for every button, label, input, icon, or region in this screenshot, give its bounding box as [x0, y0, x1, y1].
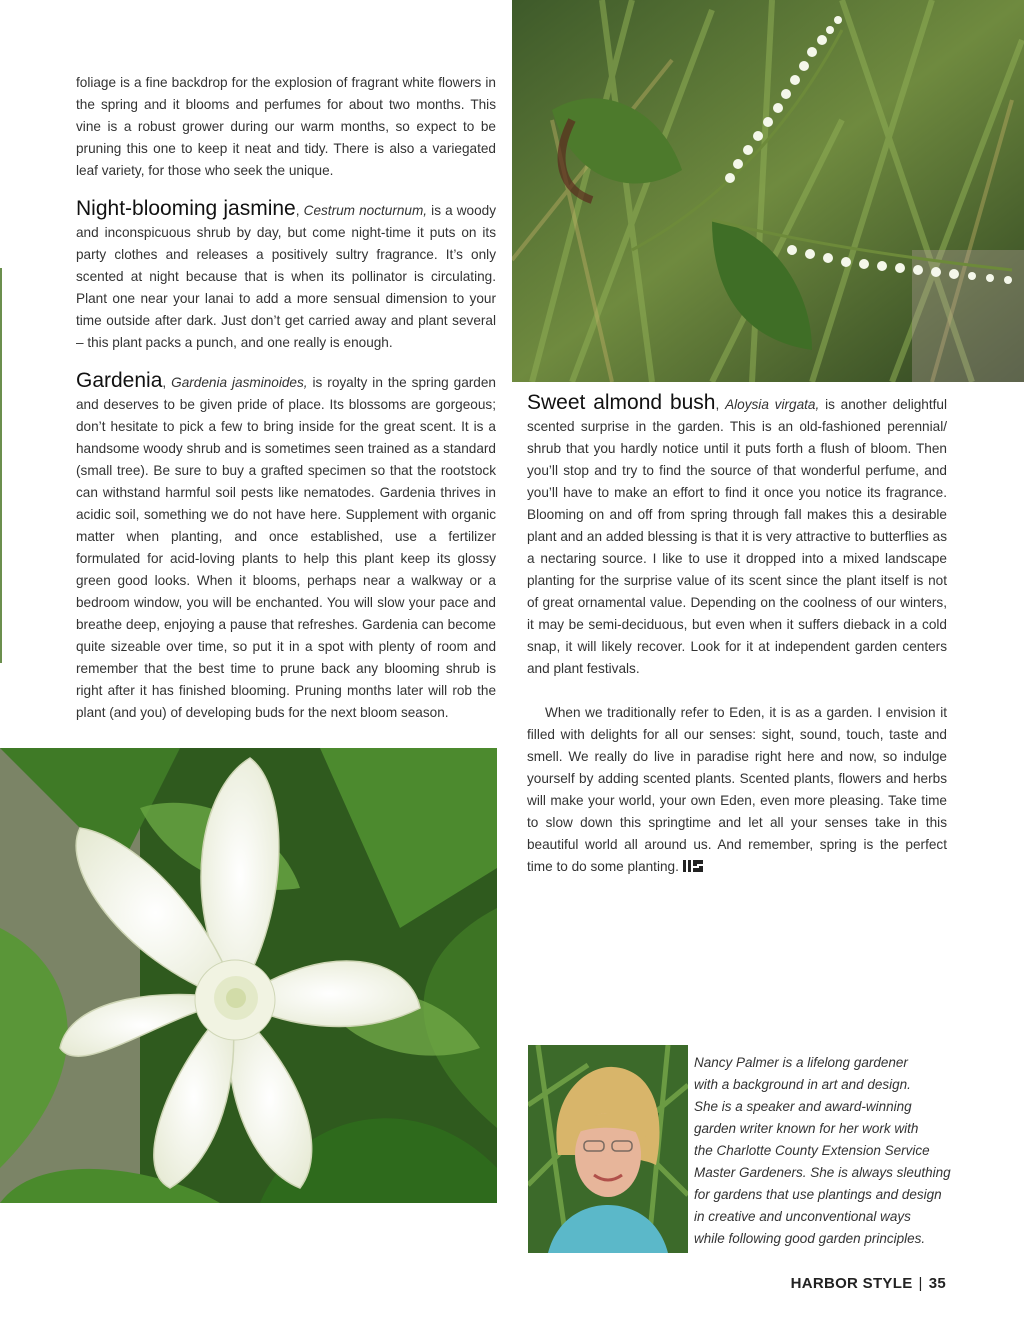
- publication-name: HARBOR STYLE: [790, 1275, 913, 1292]
- bio-line: the Charlotte County Extension Service: [694, 1143, 930, 1158]
- sweet-almond-heading: Sweet almond bush: [527, 391, 716, 414]
- sweet-almond-paragraph: Sweet almond bush, Aloysia virgata, is another delightful scented surprise in the garden. This is an old-fashioned perennial/ shrub that you hardly notice until it puts forth a flush of bloom. Then you’ll stop and try to find the source of that wonderful perfume, and you’ll have to make an effort to find it once you notice its fragrance. Blooming on and off from spring through fall makes this a desirable plant and an added blessing is that it is very attractive to butterflies as a nectaring source. I like to use it dropped into a mixed landscape planting for the surprise value of its scent since the plant itself is not of great ornamental value. Depending on the coolness of our winters, it may be semi-deciduous, but even when it suffers dieback in a cold snap, it will likely recover. Look for it at independent garden centers and plant festivals.: [527, 391, 947, 676]
- sweet-almond-photo: [512, 0, 1024, 382]
- right-column: [527, 392, 947, 878]
- night-jasmine-paragraph: Night-blooming jasmine, Cestrum nocturnum, is a woody and inconspicuous shrub by day, but come night-time it puts on its party clothes and releases a positively sultry fragrance. It’s only scented at night because that is when its pollinator is circulating. Plant one near your lanai to add a more sensual dimension to your time outside after dark. Just don’t get carried away and plant several – this plant packs a punch, and one really is enough.: [76, 197, 497, 350]
- page-folio: [791, 1275, 946, 1292]
- page-number: 35: [928, 1275, 946, 1292]
- gardenia-scientific-name: Gardenia jasminoides,: [171, 375, 308, 390]
- closing-paragraph: [527, 702, 947, 878]
- sweet-almond-scientific-name: Aloysia virgata,: [725, 397, 820, 412]
- gardenia-text: is royalty in the spring garden and deserves to be given pride of place. Its blossoms are gorgeous; don’t hesitate to pick a few to bring inside for the great scent. It is a handsome woody shrub and is sometimes seen trained as a standard (small tree). Be sure to buy a grafted specimen so that the rootstock can withstand harmful soil pests like nematodes. Gardenia thrives in acidic soil, something we do not have here. Supplement with organic matter when planting, and once established, use a fertilizer formulated for acid-loving plants to help this plant keep its glossy green good looks. When it blooms, perhaps near a walkway or a bedroom window, you will be enchanted. You will slow your pace and breathe deep, enjoying a pause that refreshes. Gardenia can become quite sizeable over time, so put it in a spot with plenty of room and remember that the best time to prune back any blooming shrub is right after it has finished blooming. Pruning months later will rob the plant (and you) of developing buds for the next bloom season.: [76, 375, 496, 720]
- bio-line: Nancy Palmer is a lifelong gardener: [694, 1055, 908, 1070]
- bio-line: for gardens that use plantings and design: [694, 1187, 942, 1202]
- intro-paragraph: foliage is a fine backdrop for the explosion of fragrant white flowers in the spring and it blooms and perfumes for about two months. This vine is a robust grower during our warm months, so expect to be pruning this one to keep it neat and tidy. There is also a variegated leaf variety, for those who seek the unique.: [76, 75, 496, 178]
- bio-line: garden writer known for her work with: [694, 1121, 919, 1136]
- author-photo: [528, 1045, 688, 1253]
- bio-line: in creative and unconventional ways: [694, 1209, 911, 1224]
- gardenia-photo: [0, 748, 497, 1203]
- gardenia-paragraph: Gardenia, Gardenia jasminoides, is royalty in the spring garden and deserves to be given pride of place. Its blossoms are gorgeous; don’t hesitate to pick a few to bring inside for the great scent. It is a handsome woody shrub and is sometimes seen trained as a standard (small tree). Be sure to buy a grafted specimen so that the rootstock can withstand harmful soil pests like nematodes. Gardenia thrives in acidic soil, something we do not have here. Supplement with organic matter when planting, and once established, use a fertilizer formulated for acid-loving plants to help this plant keep its glossy green good looks. When it blooms, perhaps near a walkway or a bedroom window, you will be enchanted. You will slow your pace and breathe deep, enjoying a pause that refreshes. Gardenia can become quite sizeable over time, so put it in a spot with plenty of room and remember that the best time to prune back any blooming shrub is right after it has finished blooming. Pruning months later will rob the plant (and you) of developing buds for the next bloom season.: [76, 369, 496, 720]
- night-jasmine-text: is a woody and inconspicuous shrub by day, but come night-time it puts on its party clothes and releases a positively sultry fragrance. It’s only scented at night because that is when its pollinator is circulating. Plant one near your lanai to add a more sensual dimension to your time outside after dark. Just don’t get carried away and plant several – this plant packs a punch, and one really is enough.: [76, 203, 497, 350]
- folio-separator: |: [918, 1275, 923, 1292]
- bio-line: She is a speaker and award-winning: [694, 1099, 912, 1114]
- night-jasmine-scientific-name: Cestrum nocturnum,: [303, 203, 428, 218]
- bio-line: with a background in art and design.: [694, 1077, 911, 1092]
- end-mark-icon: [683, 859, 705, 873]
- night-jasmine-heading: Night-blooming jasmine: [76, 197, 296, 220]
- bio-line: while following good garden principles.: [694, 1231, 926, 1246]
- author-bio: [694, 1052, 954, 1250]
- closing-text: When we traditionally refer to Eden, it is as a garden. I envision it filled with delights for all our senses: sight, sound, touch, taste and smell. We really do live in paradise right here and now, so indulge yourself by adding scented plants. Scented plants, flowers and herbs will make your world, your own Eden, even more pleasing. Take time to slow down this springtime and let all your senses take in this beautiful world all around us. And remember, spring is the perfect time to do some planting.: [527, 705, 947, 874]
- sweet-almond-text: is another delightful scented surprise in the garden. This is an old-fashioned perennial/ shrub that you hardly notice until it puts forth a flush of bloom. Then you’ll stop and try to find the source of that wonderful perfume, and you’ll have to make an effort to find it once you notice its fragrance. Blooming on and off from spring through fall makes this a desirable plant and an added blessing is that it is very attractive to butterflies as a nectaring source. I like to use it dropped into a mixed landscape planting for the surprise value of its scent since the plant itself is not of great ornamental value. Depending on the coolness of our winters, it may be semi-deciduous, but even when it suffers dieback in a cold snap, it will likely recover. Look for it at independent garden centers and plant festivals.: [527, 397, 947, 676]
- gardenia-heading: Gardenia: [76, 369, 163, 392]
- page-edge-accent: [0, 268, 2, 663]
- bio-line: Master Gardeners. She is always sleuthing: [694, 1165, 951, 1180]
- left-column: [76, 72, 496, 724]
